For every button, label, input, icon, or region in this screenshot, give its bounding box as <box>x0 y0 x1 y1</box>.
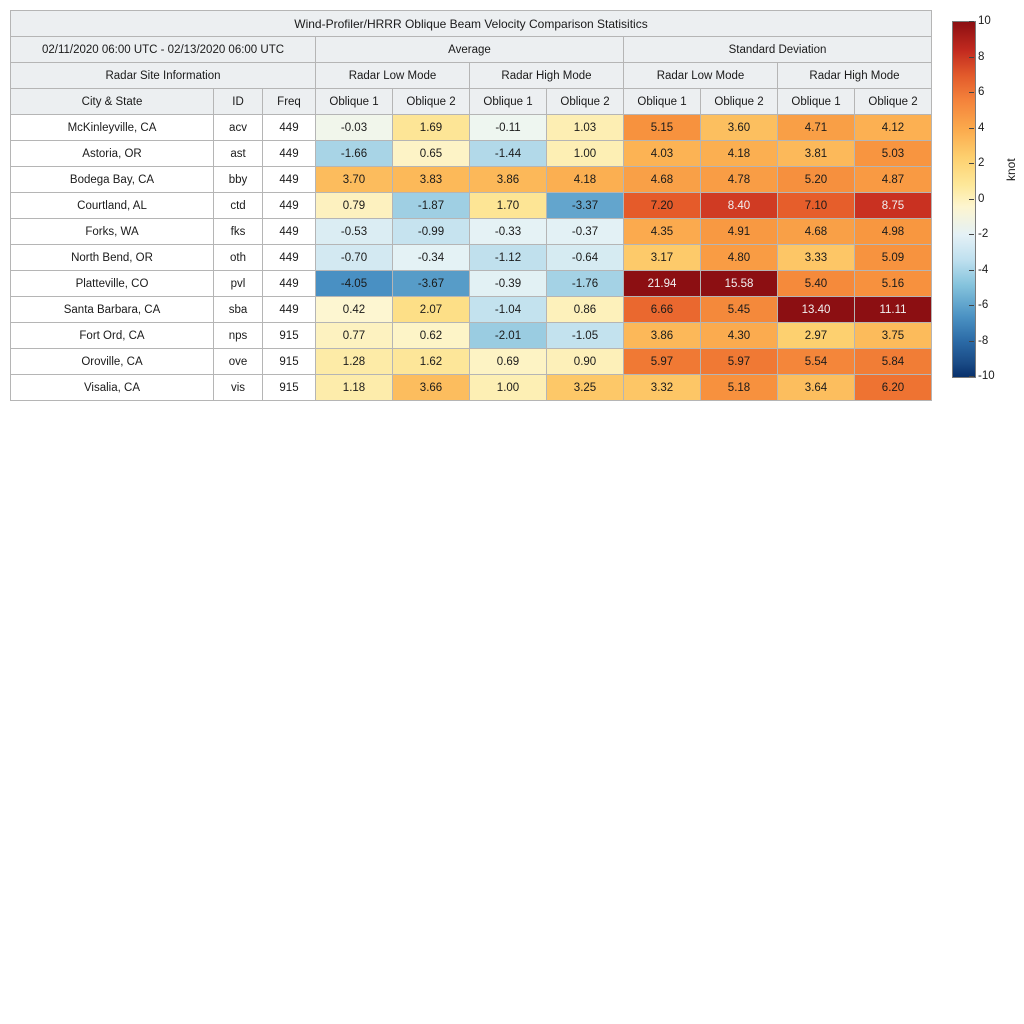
cell-value: 3.70 <box>316 167 393 193</box>
cell-value: 1.18 <box>316 375 393 401</box>
cell-value: -0.99 <box>393 219 470 245</box>
cell-value: 3.64 <box>778 375 855 401</box>
cell-value: 1.00 <box>547 141 624 167</box>
cell-value: -1.87 <box>393 193 470 219</box>
sd-high-mode-header: Radar High Mode <box>778 63 932 89</box>
col-header-avg-high-obl2: Oblique 2 <box>547 89 624 115</box>
cell-value: 7.10 <box>778 193 855 219</box>
cell-id: oth <box>214 245 263 271</box>
cell-id: nps <box>214 323 263 349</box>
col-header-sd-high-obl1: Oblique 1 <box>778 89 855 115</box>
table-body <box>11 11 932 401</box>
cell-value: -0.11 <box>470 115 547 141</box>
cell-value: 0.90 <box>547 349 624 375</box>
cell-value: 4.30 <box>701 323 778 349</box>
cell-city: Platteville, CO <box>11 271 214 297</box>
cell-freq: 449 <box>263 115 316 141</box>
cell-value: 0.62 <box>393 323 470 349</box>
cell-value: 5.40 <box>778 271 855 297</box>
cell-freq: 449 <box>263 297 316 323</box>
cell-city: Forks, WA <box>11 219 214 245</box>
cell-city: McKinleyville, CA <box>11 115 214 141</box>
cell-value: -0.03 <box>316 115 393 141</box>
col-header-avg-low-obl2: Oblique 2 <box>393 89 470 115</box>
cell-id: sba <box>214 297 263 323</box>
cell-value: 11.11 <box>855 297 932 323</box>
cell-value: 4.68 <box>778 219 855 245</box>
colorbar-tick-label: -4 <box>978 263 989 276</box>
cell-value: 4.68 <box>624 167 701 193</box>
colorbar-tick-label: 0 <box>978 192 985 205</box>
colorbar-tick-mark <box>969 128 974 129</box>
cell-value: 1.69 <box>393 115 470 141</box>
cell-value: -0.64 <box>547 245 624 271</box>
table-row <box>11 115 932 141</box>
cell-value: -0.70 <box>316 245 393 271</box>
cell-freq: 449 <box>263 193 316 219</box>
colorbar-gradient <box>952 21 976 378</box>
cell-id: ctd <box>214 193 263 219</box>
table-title: Wind-Profiler/HRRR Oblique Beam Velocity Comparison Statisitics <box>11 11 932 37</box>
cell-value: -0.34 <box>393 245 470 271</box>
average-group-header: Average <box>316 37 624 63</box>
cell-value: 3.75 <box>855 323 932 349</box>
table-row <box>11 167 932 193</box>
cell-freq: 915 <box>263 375 316 401</box>
colorbar-container <box>952 15 1018 382</box>
cell-value: 5.15 <box>624 115 701 141</box>
cell-freq: 449 <box>263 245 316 271</box>
col-header-freq: Freq <box>263 89 316 115</box>
cell-freq: 449 <box>263 141 316 167</box>
cell-value: 4.18 <box>547 167 624 193</box>
colorbar-tick-label: 10 <box>978 15 991 27</box>
cell-city: Visalia, CA <box>11 375 214 401</box>
colorbar-tick-mark <box>969 376 974 377</box>
cell-value: -1.76 <box>547 271 624 297</box>
period-cell: 02/11/2020 06:00 UTC - 02/13/2020 06:00 UTC <box>11 37 316 63</box>
cell-value: -4.05 <box>316 271 393 297</box>
col-header-sd-low-obl1: Oblique 1 <box>624 89 701 115</box>
cell-value: 4.80 <box>701 245 778 271</box>
cell-value: -1.05 <box>547 323 624 349</box>
table-row <box>11 271 932 297</box>
statistics-table-container <box>10 10 932 401</box>
colorbar-tick-mark <box>969 163 974 164</box>
cell-id: vis <box>214 375 263 401</box>
cell-value: 1.70 <box>470 193 547 219</box>
cell-id: pvl <box>214 271 263 297</box>
cell-value: 4.71 <box>778 115 855 141</box>
colorbar-tick-label: -6 <box>978 299 989 311</box>
cell-value: 1.03 <box>547 115 624 141</box>
cell-value: 5.16 <box>855 271 932 297</box>
cell-value: 4.12 <box>855 115 932 141</box>
colorbar-label: knot <box>1004 158 1018 181</box>
cell-city: Santa Barbara, CA <box>11 297 214 323</box>
colorbar-tick-label: 8 <box>978 50 985 63</box>
colorbar-tick-mark <box>969 270 974 271</box>
avg-low-mode-header: Radar Low Mode <box>316 63 470 89</box>
statistics-table <box>10 10 932 401</box>
col-header-sd-low-obl2: Oblique 2 <box>701 89 778 115</box>
cell-value: 4.98 <box>855 219 932 245</box>
cell-city: Courtland, AL <box>11 193 214 219</box>
cell-city: Fort Ord, CA <box>11 323 214 349</box>
col-header-id: ID <box>214 89 263 115</box>
colorbar-tick-label: 6 <box>978 86 985 98</box>
cell-value: 3.81 <box>778 141 855 167</box>
table-row <box>11 193 932 219</box>
cell-value: 5.09 <box>855 245 932 271</box>
table-row <box>11 323 932 349</box>
cell-value: 21.94 <box>624 271 701 297</box>
cell-freq: 449 <box>263 167 316 193</box>
cell-value: -1.66 <box>316 141 393 167</box>
avg-high-mode-header: Radar High Mode <box>470 63 624 89</box>
cell-value: 3.60 <box>701 115 778 141</box>
colorbar-tick-label: -10 <box>978 370 995 382</box>
cell-value: 5.97 <box>701 349 778 375</box>
cell-value: 5.97 <box>624 349 701 375</box>
cell-value: 1.28 <box>316 349 393 375</box>
colorbar-tick-mark <box>969 21 974 22</box>
cell-value: 4.03 <box>624 141 701 167</box>
cell-id: ast <box>214 141 263 167</box>
colorbar-tick-label: 4 <box>978 121 985 134</box>
cell-value: 4.35 <box>624 219 701 245</box>
cell-value: 8.40 <box>701 193 778 219</box>
colorbar-tick-label: 2 <box>978 157 985 169</box>
cell-city: North Bend, OR <box>11 245 214 271</box>
cell-value: -0.39 <box>470 271 547 297</box>
cell-value: 0.86 <box>547 297 624 323</box>
cell-value: 5.54 <box>778 349 855 375</box>
table-row <box>11 297 932 323</box>
cell-value: -0.53 <box>316 219 393 245</box>
cell-id: fks <box>214 219 263 245</box>
cell-freq: 915 <box>263 323 316 349</box>
cell-freq: 449 <box>263 271 316 297</box>
cell-value: 3.32 <box>624 375 701 401</box>
cell-value: 4.78 <box>701 167 778 193</box>
cell-value: 3.33 <box>778 245 855 271</box>
colorbar-tick-label: -2 <box>978 228 989 240</box>
cell-value: 0.69 <box>470 349 547 375</box>
table-row <box>11 375 932 401</box>
table-row-mode-headers <box>11 63 932 89</box>
cell-freq: 915 <box>263 349 316 375</box>
cell-value: 0.77 <box>316 323 393 349</box>
col-header-city: City & State <box>11 89 214 115</box>
cell-city: Astoria, OR <box>11 141 214 167</box>
colorbar-tick-mark <box>969 57 974 58</box>
cell-value: 5.20 <box>778 167 855 193</box>
cell-value: -1.12 <box>470 245 547 271</box>
cell-value: 5.45 <box>701 297 778 323</box>
cell-city: Bodega Bay, CA <box>11 167 214 193</box>
cell-value: 13.40 <box>778 297 855 323</box>
col-header-sd-high-obl2: Oblique 2 <box>855 89 932 115</box>
colorbar-tick-mark <box>969 199 974 200</box>
cell-value: -3.67 <box>393 271 470 297</box>
table-row <box>11 245 932 271</box>
cell-value: -3.37 <box>547 193 624 219</box>
cell-value: 5.84 <box>855 349 932 375</box>
cell-value: -1.44 <box>470 141 547 167</box>
table-row-column-headers <box>11 89 932 115</box>
cell-freq: 449 <box>263 219 316 245</box>
cell-value: 3.83 <box>393 167 470 193</box>
colorbar-tick-mark <box>969 234 974 235</box>
cell-value: 1.62 <box>393 349 470 375</box>
cell-value: 0.42 <box>316 297 393 323</box>
cell-value: 2.97 <box>778 323 855 349</box>
col-header-avg-low-obl1: Oblique 1 <box>316 89 393 115</box>
cell-value: -0.37 <box>547 219 624 245</box>
table-row <box>11 349 932 375</box>
cell-id: acv <box>214 115 263 141</box>
cell-value: 3.86 <box>624 323 701 349</box>
cell-value: 5.03 <box>855 141 932 167</box>
cell-value: 3.86 <box>470 167 547 193</box>
cell-id: bby <box>214 167 263 193</box>
sd-low-mode-header: Radar Low Mode <box>624 63 778 89</box>
cell-value: -1.04 <box>470 297 547 323</box>
cell-value: 3.66 <box>393 375 470 401</box>
cell-value: 4.87 <box>855 167 932 193</box>
table-row <box>11 141 932 167</box>
table-row-title <box>11 11 932 37</box>
cell-value: 3.17 <box>624 245 701 271</box>
cell-value: 15.58 <box>701 271 778 297</box>
cell-value: 6.20 <box>855 375 932 401</box>
cell-id: ove <box>214 349 263 375</box>
colorbar-tick-mark <box>969 341 974 342</box>
cell-value: 7.20 <box>624 193 701 219</box>
cell-value: 4.91 <box>701 219 778 245</box>
col-header-avg-high-obl1: Oblique 1 <box>470 89 547 115</box>
cell-value: 4.18 <box>701 141 778 167</box>
site-info-header: Radar Site Information <box>11 63 316 89</box>
colorbar-tick-mark <box>969 305 974 306</box>
cell-value: 1.00 <box>470 375 547 401</box>
cell-value: 3.25 <box>547 375 624 401</box>
cell-value: 6.66 <box>624 297 701 323</box>
cell-value: 2.07 <box>393 297 470 323</box>
table-row <box>11 219 932 245</box>
stddev-group-header: Standard Deviation <box>624 37 932 63</box>
cell-value: 0.79 <box>316 193 393 219</box>
cell-value: -2.01 <box>470 323 547 349</box>
cell-value: -0.33 <box>470 219 547 245</box>
cell-value: 0.65 <box>393 141 470 167</box>
colorbar-tick-mark <box>969 92 974 93</box>
cell-city: Oroville, CA <box>11 349 214 375</box>
colorbar-tick-label: -8 <box>978 334 989 347</box>
cell-value: 8.75 <box>855 193 932 219</box>
table-row-period <box>11 37 932 63</box>
cell-value: 5.18 <box>701 375 778 401</box>
